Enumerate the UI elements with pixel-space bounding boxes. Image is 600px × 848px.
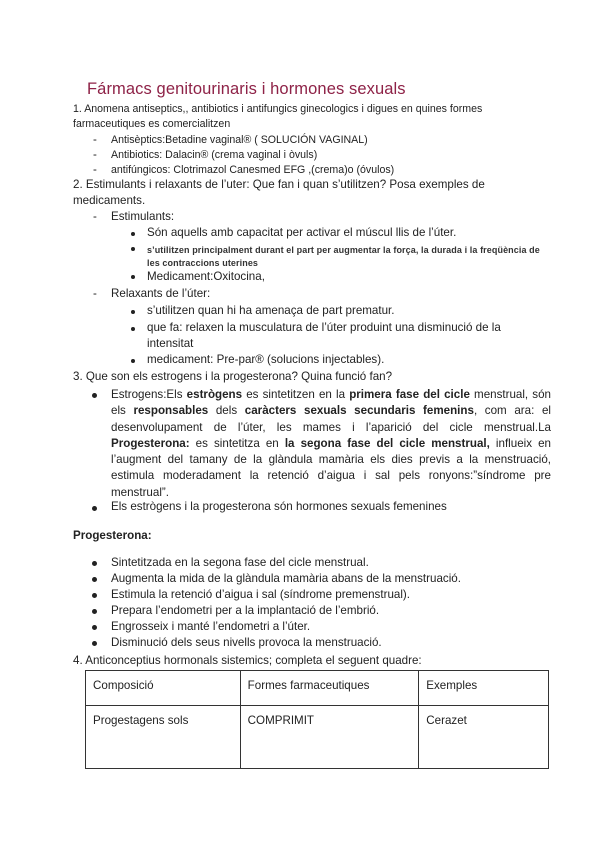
table-header-row [86, 671, 549, 706]
page-title: Fármacs genitourinaris i hormones sexuals [87, 80, 406, 98]
q2-relaxants-item-cont: intensitat [147, 337, 194, 350]
table-header-cell: Exemples [419, 671, 549, 706]
table-cell: Progestagens sols [86, 706, 241, 769]
q2-question-line2: medicaments. [73, 194, 146, 207]
bold-run: la segona fase del cicle menstrual, [284, 436, 490, 450]
dash-marker: - [93, 133, 97, 146]
q1-item-antibiotics: Antibiotics: Dalacin® (crema vaginal i òvuls) [111, 149, 318, 161]
progesterona-heading: Progesterona: [73, 529, 152, 542]
q3-question: 3. Que son els estrogens i la progesterona? Quina funció fan? [73, 370, 393, 383]
bullet-icon [92, 561, 97, 566]
bullet-icon [92, 506, 97, 511]
q1-item-antiseptics: Antisèptics:Betadine vaginal® ( SOLUCIÓN VAGINAL) [111, 134, 368, 146]
table-header-cell: Formes farmaceutiques [240, 671, 419, 706]
q2-estimulants-item: Són aquells amb capacitat per activar el múscul llis de l’úter. [147, 226, 457, 239]
bullet-icon [131, 247, 135, 251]
q3-paragraph-summary: Els estrògens i la progesterona són hormones sexuals femenines [111, 500, 447, 513]
bullet-icon [92, 393, 97, 398]
q2-relaxants-item: que fa: relaxen la musculatura de l’úter produint una disminució de la [147, 321, 501, 334]
q1-question-line2: farmaceutiques es comercialitzen [73, 118, 231, 130]
q3-paragraph-estrogens [111, 387, 551, 501]
progesterona-item: Prepara l’endometri per a la implantació de l’embrió. [111, 604, 380, 617]
progesterona-item: Augmenta la mida de la glàndula mamària abans de la menstruació. [111, 572, 461, 585]
q2-estimulants-item: s’utilitzen principalment durant el part per augmentar la força, la durada i la freqüència de [147, 245, 540, 255]
q2-relaxants-medicament: medicament: Pre-par® (solucions injectables). [147, 353, 385, 366]
q1-question-line1: 1. Anomena antiseptics,, antibiotics i antifungics ginecologics i digues en quines formes [73, 103, 483, 115]
text-run: influeix en l’augment del tamany de la glàndula mamària els dies previs a la menstruació, estimula moderadament la retenció d’aigua i sal pels ronyons:”síndrome pre menstrual”. [111, 436, 551, 499]
table-cell: Cerazet [419, 706, 549, 769]
q2-question-line1: 2. Estimulants i relaxants de l’uter: Que fan i quan s’utilitzen? Posa exemples de [73, 178, 485, 191]
bullet-icon [92, 577, 97, 582]
table-row [86, 706, 549, 769]
bullet-icon [92, 593, 97, 598]
text-run: dels [208, 404, 245, 418]
q2-estimulants-medicament: Medicament:Oxitocina, [147, 270, 265, 283]
bullet-icon [131, 232, 135, 236]
dash-marker: - [93, 210, 97, 223]
contraceptives-table [85, 670, 549, 769]
progesterona-item: Sintetitzada en la segona fase del cicle menstrual. [111, 556, 369, 569]
bullet-icon [92, 609, 97, 614]
dash-marker: - [93, 163, 97, 176]
progesterona-item: Estimula la retenció d’aigua i sal (síndrome premenstrual). [111, 588, 410, 601]
q2-estimulants-item-cont: les contraccions uterines [147, 258, 259, 268]
q2-relaxants-label: Relaxants de l’úter: [111, 287, 211, 300]
bullet-icon [131, 275, 135, 279]
text-run: es sintetitza en [189, 436, 285, 450]
bold-run: estrògens [186, 388, 243, 401]
progesterona-item: Engrosseix i manté l’endometri a l’úter. [111, 620, 311, 633]
text-run: , com ara: el desenvolupament de l’úter, les mames i l’aparició del cicle menstrual.La [111, 404, 551, 434]
progesterona-item: Disminució dels seus nivells provoca la menstruació. [111, 636, 382, 649]
bullet-icon [131, 359, 135, 363]
bold-run: responsables [133, 404, 209, 418]
bullet-icon [131, 327, 135, 331]
bullet-icon [92, 641, 97, 646]
text-run: es sintetitzen en la [242, 388, 350, 401]
text-run: menstrual, són els [111, 388, 551, 418]
q2-relaxants-item: s’utilitzen quan hi ha amenaça de part prematur. [147, 304, 395, 317]
text-run: Estrogens:Els [111, 388, 187, 401]
dash-marker: - [93, 148, 97, 161]
q2-estimulants-label: Estimulants: [111, 210, 175, 223]
dash-marker: - [93, 287, 97, 300]
q4-question: 4. Anticonceptius hormonals sistemics; completa el seguent quadre: [73, 654, 422, 667]
bold-run: caràcters sexuals secundaris femenins [244, 404, 474, 418]
bullet-icon [92, 625, 97, 630]
bullet-icon [131, 310, 135, 314]
table-header-cell: Composició [86, 671, 241, 706]
bold-run: primera fase del cicle [349, 388, 470, 401]
q1-item-antifungics: antifúngicos: Clotrimazol Canesmed EFG ,(crema)o (óvulos) [111, 164, 395, 176]
bold-run: Progesterona: [111, 436, 190, 450]
table-cell: COMPRIMIT [240, 706, 419, 769]
